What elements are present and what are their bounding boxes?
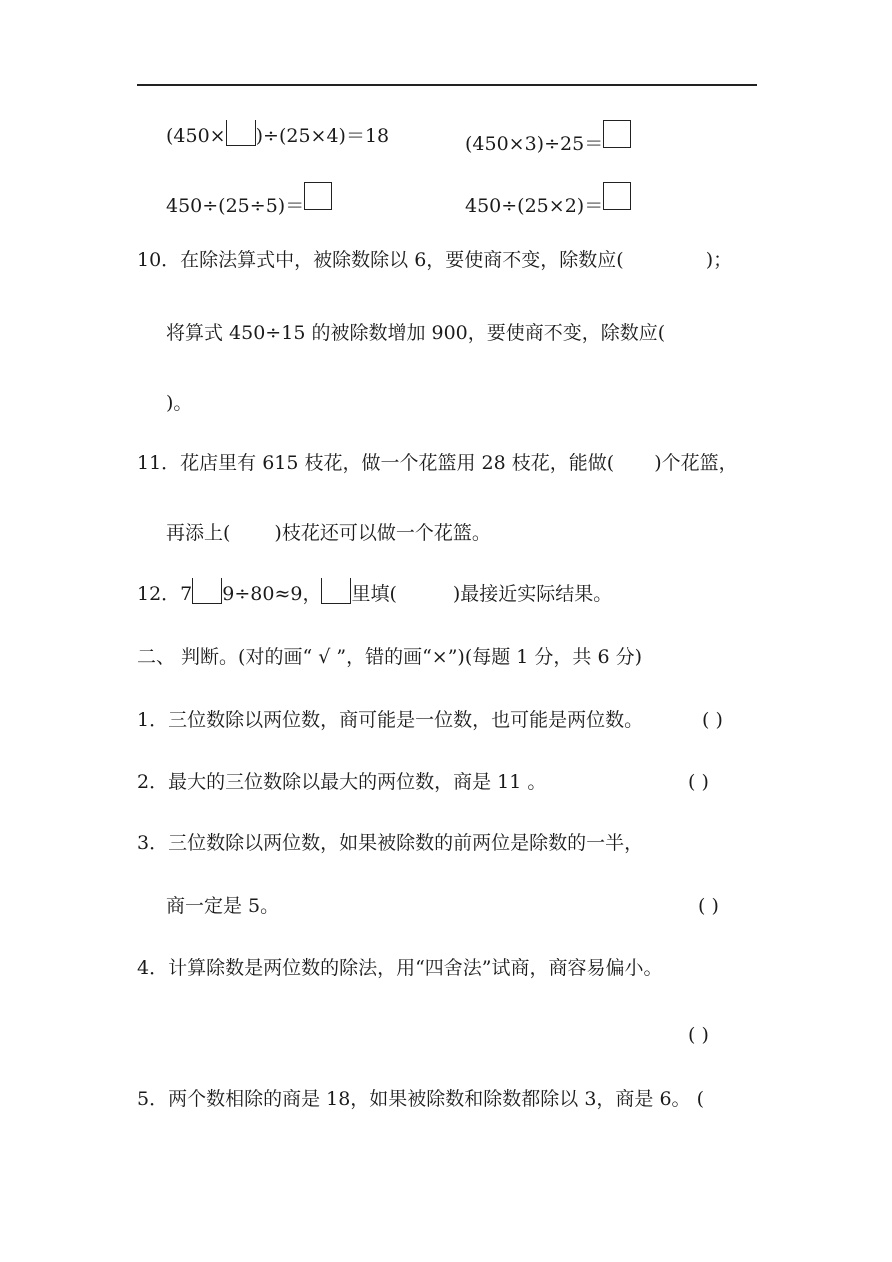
judge-4: 4．计算除数是两位数的除法，用“四舍法”试商，商容易偏小。 — [137, 957, 663, 979]
equation-4-text: 450÷(25×2)＝ — [465, 195, 604, 217]
question-12-text-mid: 9÷80≈9， — [222, 583, 322, 605]
question-12-text: 12．7 — [137, 583, 193, 605]
question-11-text: 11．花店里有 615 枝花，做一个花篮用 28 枝花，能做( — [137, 452, 615, 474]
judge-3: 3．三位数除以两位数，如果被除数的前两位是除数的一半， — [137, 832, 644, 854]
judge-2: 2．最大的三位数除以最大的两位数，商是 11 。 — [137, 771, 547, 793]
question-12-text-post: 里填( — [351, 583, 397, 605]
section-2-title: 二、 判断。(对的画“ √ ”，错的画“×”)(每题 1 分，共 6 分) — [137, 646, 642, 668]
answer-box[interactable] — [226, 120, 256, 146]
question-11-text-2: 再添上( — [166, 522, 231, 544]
equation-2-text: (450×3)÷25＝ — [465, 133, 604, 155]
question-11-line-1 — [137, 450, 738, 476]
equation-4 — [465, 182, 631, 219]
judge-4-paren[interactable]: ( ) — [688, 1024, 709, 1046]
judge-3-paren[interactable]: ( ) — [698, 895, 719, 917]
answer-box[interactable] — [603, 120, 631, 148]
equation-1-text: (450× — [166, 125, 226, 147]
judge-5: 5．两个数相除的商是 18，如果被除数和除数都除以 3，商是 6。 ( — [137, 1088, 705, 1110]
question-12-text-end: )最接近实际结果。 — [452, 583, 613, 605]
judge-2-paren[interactable]: ( ) — [688, 771, 709, 793]
judge-1: 1．三位数除以两位数，商可能是一位数，也可能是两位数。 — [137, 709, 644, 731]
question-12 — [137, 578, 612, 607]
question-11-text-end: )个花篮， — [654, 452, 738, 474]
question-10-line-3: )。 — [166, 392, 193, 414]
equation-3-text: 450÷(25÷5)＝ — [166, 195, 305, 217]
answer-box[interactable] — [304, 182, 332, 210]
question-11-text-2-end: )枝花还可以做一个花篮。 — [274, 522, 491, 544]
question-11-line-2 — [166, 520, 491, 546]
question-10-text: 10．在除法算式中，被除数除以 6，要使商不变，除数应( — [137, 249, 624, 271]
equation-2 — [465, 120, 631, 157]
question-10-line-2: 将算式 450÷15 的被除数增加 900，要使商不变，除数应( — [166, 322, 666, 344]
equation-1 — [166, 120, 389, 149]
judge-3-cont: 商一定是 5。 — [166, 895, 280, 917]
digit-box-ref — [321, 578, 351, 604]
judge-1-paren[interactable]: ( ) — [702, 709, 723, 731]
question-10-line-1 — [137, 247, 732, 273]
question-10-text-end: )； — [705, 249, 733, 271]
answer-box[interactable] — [603, 182, 631, 210]
digit-box[interactable] — [192, 578, 222, 604]
equation-1-text-end: )÷(25×4)＝18 — [255, 125, 390, 147]
equation-3 — [166, 182, 332, 219]
top-rule — [137, 84, 757, 86]
